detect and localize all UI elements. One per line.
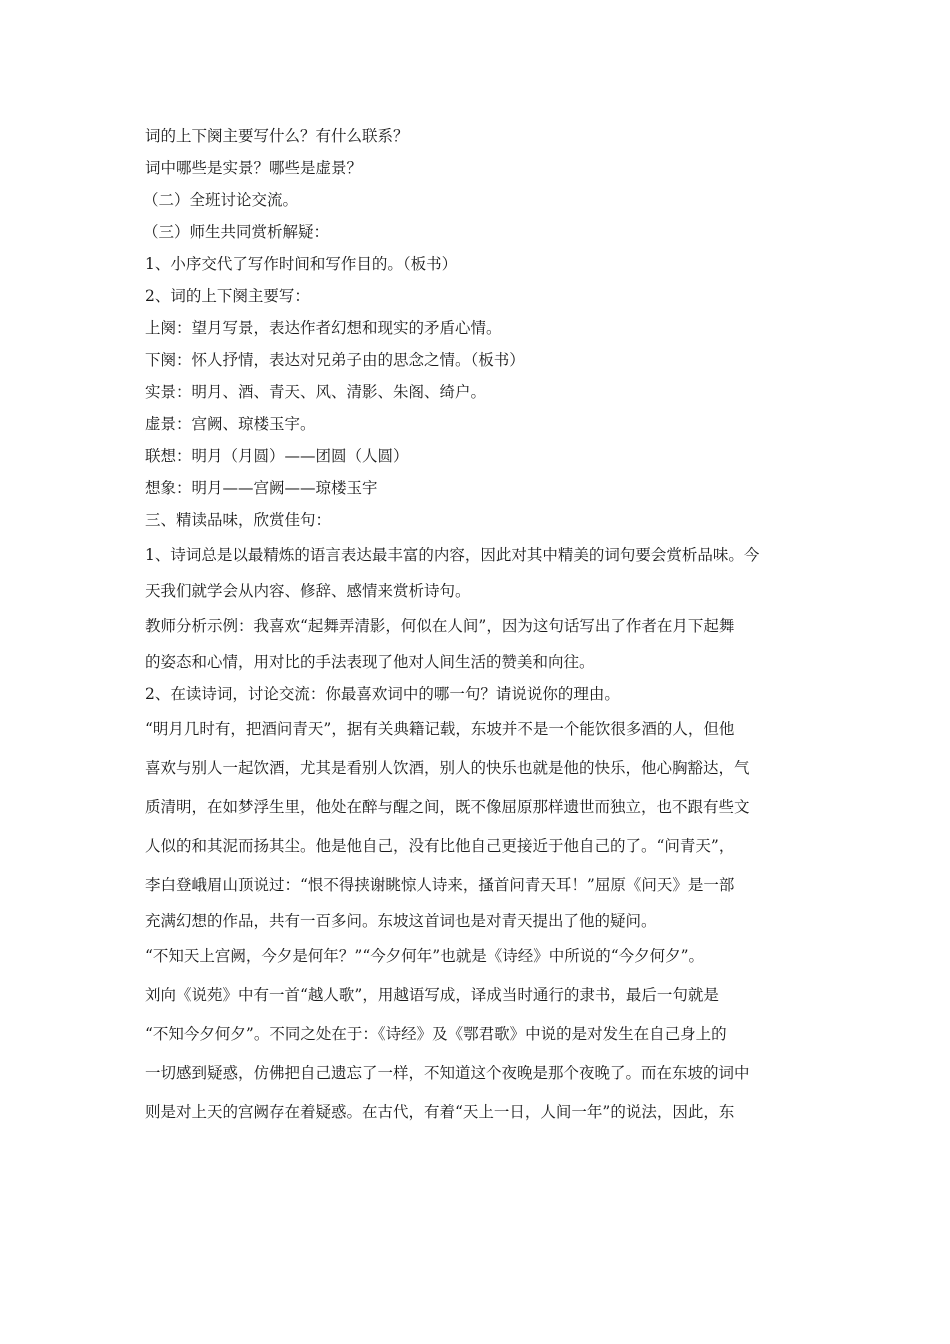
paragraph-line: 天我们就学会从内容、修辞、感情来赏析诗句。 [145,582,471,600]
paragraph-line: 一切感到疑惑，仿佛把自己遗忘了一样，不知道这个夜晚是那个夜晚了。而在东坡的词中 [145,1064,750,1082]
paragraph-line: 则是对上天的宫阙存在着疑惑。在古代，有着“天上一日，人间一年”的说法，因此，东 [145,1103,735,1121]
paragraph-line: “明月几时有，把酒问青天”，据有关典籍记载，东坡并不是一个能饮很多酒的人，但他 [145,720,735,738]
list-item: 2、在读诗词，讨论交流：你最喜欢词中的哪一句？请说说你的理由。 [145,685,620,703]
list-item: 1、小序交代了写作时间和写作目的。（板书） [145,255,458,273]
text-line: 虚景：宫阙、琼楼玉宇。 [145,415,316,433]
paragraph-line: 人似的和其泥而扬其尘。他是他自己，没有比他自己更接近于他自己的了。“问青天”， [145,837,735,855]
text-line: 上阕：望月写景，表达作者幻想和现实的矛盾心情。 [145,319,502,337]
document-body [145,120,810,1132]
list-item: 2、词的上下阕主要写： [145,287,310,305]
paragraph-line: 充满幻想的作品，共有一百多问。东坡这首词也是对青天提出了他的疑问。 [145,912,657,930]
section-heading: 三、精读品味，欣赏佳句： [145,511,332,529]
section-heading: （二）全班讨论交流。 [143,191,299,209]
paragraph-line: 1、诗词总是以最精炼的语言表达最丰富的内容，因此对其中精美的词句要会赏析品味。今 [145,546,760,564]
text-line: 下阕：怀人抒情，表达对兄弟子由的思念之情。（板书） [145,351,525,369]
section-heading: （三）师生共同赏析解疑： [143,223,330,241]
paragraph-line: 李白登峨眉山顶说过：“恨不得挟谢眺惊人诗来，搔首问青天耳！”屈原《问天》是一部 [145,876,735,894]
paragraph-line: 喜欢与别人一起饮酒，尤其是看别人饮酒，别人的快乐也就是他的快乐，他心胸豁达，气 [145,759,750,777]
text-line: 实景：明月、酒、青天、风、清影、朱阁、绮户。 [145,383,487,401]
paragraph-line: “不知天上宫阙，今夕是何年？”“今夕何年”也就是《诗经》中所说的“今夕何夕”。 [145,947,705,965]
question-line: 词中哪些是实景？哪些是虚景？ [145,159,363,177]
text-line: 想象：明月——宫阙——琼楼玉宇 [145,479,378,497]
paragraph-line: 刘向《说苑》中有一首“越人歌”，用越语写成，译成当时通行的隶书，最后一句就是 [145,986,719,1004]
paragraph-line: 的姿态和心情，用对比的手法表现了他对人间生活的赞美和向往。 [145,653,595,671]
paragraph-line: 教师分析示例：我喜欢“起舞弄清影，何似在人间”，因为这句话写出了作者在月下起舞 [145,617,735,635]
paragraph-line: “不知今夕何夕”。不同之处在于：《诗经》及《鄂君歌》中说的是对发生在自己身上的 [145,1025,727,1043]
question-line: 词的上下阕主要写什么？有什么联系？ [145,127,409,145]
paragraph-line: 质清明，在如梦浮生里，他处在醉与醒之间，既不像屈原那样遗世而独立，也不跟有些文 [145,798,750,816]
text-line: 联想：明月（月圆）——团圆（人圆） [145,447,409,465]
